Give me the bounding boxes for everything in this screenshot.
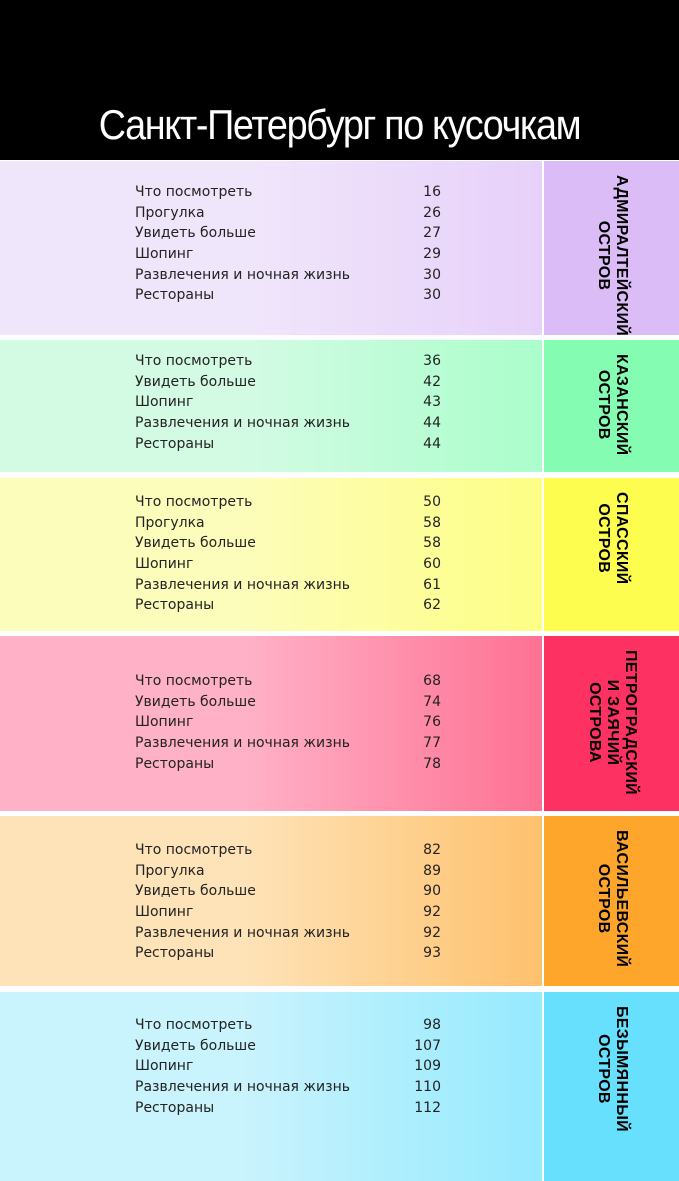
item-name: Шопинг xyxy=(135,714,194,731)
item-page-number: 76 xyxy=(423,714,441,731)
item-name: Рестораны xyxy=(135,287,215,304)
item-page-number: 90 xyxy=(423,883,441,900)
list-item[interactable] xyxy=(135,244,441,265)
list-item[interactable] xyxy=(135,733,441,754)
item-page-number: 109 xyxy=(414,1058,441,1075)
item-page-number: 43 xyxy=(423,394,441,411)
item-name: Рестораны xyxy=(135,755,215,772)
item-page-number: 93 xyxy=(423,945,441,962)
section-items xyxy=(135,182,441,306)
list-item[interactable] xyxy=(135,712,441,733)
item-page-number: 42 xyxy=(423,373,441,390)
item-name: Развлечения и ночная жизнь xyxy=(135,1079,350,1096)
item-name: Что посмотреть xyxy=(135,494,253,510)
item-name: Увидеть больше xyxy=(135,693,256,710)
item-name: Развлечения и ночная жизнь xyxy=(135,576,350,593)
item-page-number: 26 xyxy=(423,204,441,221)
item-name: Увидеть больше xyxy=(135,225,256,242)
item-page-number: 92 xyxy=(423,924,441,941)
section-label: СПАССКИЙ ОСТРОВ xyxy=(594,492,630,585)
section-items xyxy=(135,351,441,454)
section-items xyxy=(135,671,441,774)
item-name: Развлечения и ночная жизнь xyxy=(135,735,350,752)
item-page-number: 44 xyxy=(423,435,441,452)
item-page-number: 74 xyxy=(423,693,441,710)
item-name: Что посмотреть xyxy=(135,184,253,200)
item-page-number: 77 xyxy=(423,735,441,752)
item-name: Что посмотреть xyxy=(135,1017,253,1033)
item-name: Что посмотреть xyxy=(135,353,253,369)
item-page-number: 61 xyxy=(423,576,441,593)
list-item[interactable] xyxy=(135,671,441,692)
item-name: Шопинг xyxy=(135,246,194,263)
section xyxy=(0,340,679,472)
section-label-band xyxy=(544,478,679,631)
list-item[interactable] xyxy=(135,513,441,534)
item-page-number: 98 xyxy=(423,1017,441,1033)
item-page-number: 44 xyxy=(423,415,441,432)
list-item[interactable] xyxy=(135,554,441,575)
item-name: Прогулка xyxy=(135,204,205,221)
section-label-band xyxy=(544,992,679,1181)
section-items xyxy=(135,840,441,964)
section-items xyxy=(135,492,441,616)
item-name: Увидеть больше xyxy=(135,1037,256,1054)
list-item[interactable] xyxy=(135,754,441,775)
item-name: Шопинг xyxy=(135,904,194,921)
item-page-number: 29 xyxy=(423,246,441,263)
section-items xyxy=(135,1015,441,1118)
item-name: Что посмотреть xyxy=(135,842,253,858)
list-item[interactable] xyxy=(135,1077,441,1098)
item-name: Шопинг xyxy=(135,1058,194,1075)
item-name: Развлечения и ночная жизнь xyxy=(135,266,350,283)
section-label-band xyxy=(544,816,679,986)
section-label: БЕЗЫМЯННЫЙ ОСТРОВ xyxy=(594,1006,630,1132)
item-name: Рестораны xyxy=(135,945,215,962)
item-page-number: 110 xyxy=(414,1079,441,1096)
item-name: Развлечения и ночная жизнь xyxy=(135,924,350,941)
list-item[interactable] xyxy=(135,392,441,413)
section xyxy=(0,816,679,986)
item-name: Рестораны xyxy=(135,435,215,452)
item-page-number: 68 xyxy=(423,673,441,689)
list-item[interactable] xyxy=(135,943,441,964)
header xyxy=(0,0,679,160)
item-page-number: 89 xyxy=(423,862,441,879)
item-page-number: 62 xyxy=(423,597,441,614)
list-item[interactable] xyxy=(135,1056,441,1077)
item-page-number: 60 xyxy=(423,556,441,573)
list-item[interactable] xyxy=(135,840,441,861)
list-item[interactable] xyxy=(135,434,441,455)
item-name: Шопинг xyxy=(135,556,194,573)
item-name: Шопинг xyxy=(135,394,194,411)
item-page-number: 30 xyxy=(423,287,441,304)
item-page-number: 50 xyxy=(423,494,441,510)
section-label-band xyxy=(544,340,679,472)
list-item[interactable] xyxy=(135,923,441,944)
list-item[interactable] xyxy=(135,1015,441,1036)
item-name: Увидеть больше xyxy=(135,373,256,390)
section-label-band xyxy=(544,161,679,335)
list-item[interactable] xyxy=(135,265,441,286)
list-item[interactable] xyxy=(135,351,441,372)
list-item[interactable] xyxy=(135,861,441,882)
list-item[interactable] xyxy=(135,533,441,554)
item-page-number: 58 xyxy=(423,535,441,552)
list-item[interactable] xyxy=(135,1036,441,1057)
list-item[interactable] xyxy=(135,902,441,923)
list-item[interactable] xyxy=(135,492,441,513)
list-item[interactable] xyxy=(135,692,441,713)
section-label: ПЕТРОГРАДСКИЙ И ЗАЯЧИЙ ОСТРОВА xyxy=(585,650,639,795)
item-page-number: 107 xyxy=(414,1037,441,1054)
section-label: АДМИРАЛТЕЙСКИЙ ОСТРОВ xyxy=(594,175,630,337)
list-item[interactable] xyxy=(135,881,441,902)
item-name: Рестораны xyxy=(135,597,215,614)
item-page-number: 78 xyxy=(423,755,441,772)
item-name: Увидеть больше xyxy=(135,883,256,900)
item-page-number: 36 xyxy=(423,353,441,369)
section xyxy=(0,478,679,631)
list-item[interactable] xyxy=(135,575,441,596)
list-item[interactable] xyxy=(135,372,441,393)
item-name: Рестораны xyxy=(135,1099,215,1116)
item-page-number: 27 xyxy=(423,225,441,242)
item-name: Развлечения и ночная жизнь xyxy=(135,415,350,432)
section xyxy=(0,636,679,811)
item-page-number: 30 xyxy=(423,266,441,283)
list-item[interactable] xyxy=(135,413,441,434)
list-item[interactable] xyxy=(135,285,441,306)
item-page-number: 112 xyxy=(414,1099,441,1116)
item-page-number: 16 xyxy=(423,184,441,200)
list-item[interactable] xyxy=(135,1098,441,1119)
list-item[interactable] xyxy=(135,595,441,616)
item-name: Что посмотреть xyxy=(135,673,253,689)
section-label: КАЗАНСКИЙ ОСТРОВ xyxy=(594,354,630,456)
item-name: Увидеть больше xyxy=(135,535,256,552)
item-page-number: 92 xyxy=(423,904,441,921)
item-page-number: 82 xyxy=(423,842,441,858)
page-title: Санкт-Петербург по кусочкам xyxy=(98,101,581,148)
section-label-band xyxy=(544,636,679,811)
section-label: ВАСИЛЬЕВСКИЙ ОСТРОВ xyxy=(594,830,630,968)
list-item[interactable] xyxy=(135,203,441,224)
item-name: Прогулка xyxy=(135,514,205,531)
item-page-number: 58 xyxy=(423,514,441,531)
section xyxy=(0,992,679,1181)
list-item[interactable] xyxy=(135,182,441,203)
section xyxy=(0,161,679,335)
item-name: Прогулка xyxy=(135,862,205,879)
list-item[interactable] xyxy=(135,223,441,244)
